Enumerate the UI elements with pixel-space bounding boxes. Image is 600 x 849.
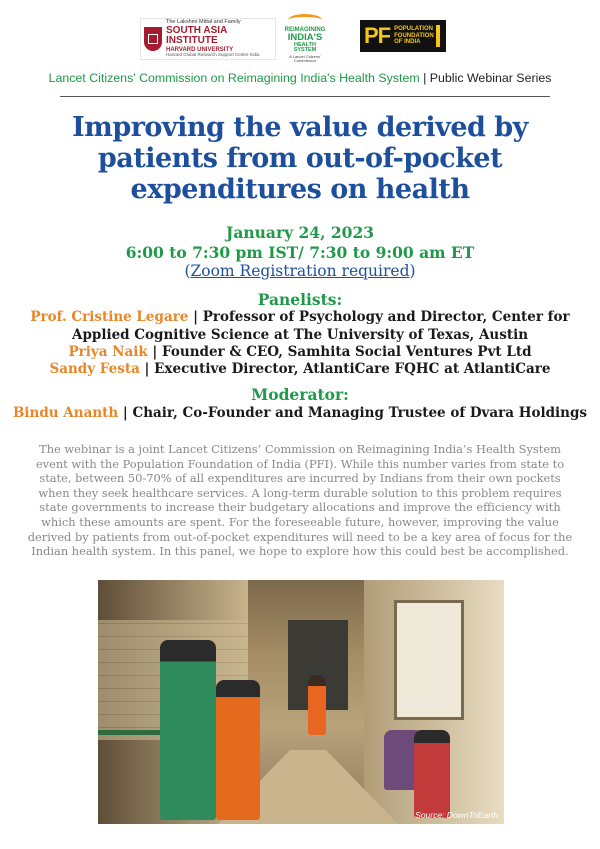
pfi-words: POPULATION FOUNDATION OF INDIA <box>394 26 434 46</box>
panelist-3 <box>0 361 600 379</box>
photo-person <box>216 680 260 820</box>
population-foundation-of-india-logo <box>360 20 446 52</box>
photo-person <box>414 730 450 818</box>
series-separator: | <box>419 71 430 85</box>
panelist-role: | Professor of Psychology and Director, Center for Applied Cognitive Science at The University of Texas, Austin <box>71 309 570 343</box>
sai-line1: The Lakshmi Mittal and Family <box>166 19 241 26</box>
zoom-registration-link[interactable]: Zoom Registration required <box>190 262 410 280</box>
panelist-role: | Executive Director, AtlantiCare FQHC at AtlantiCare <box>139 361 551 377</box>
panelist-name: Sandy Festa <box>49 361 140 377</box>
pfi-bar-icon <box>436 25 440 47</box>
reg-close-paren: ) <box>409 262 416 280</box>
hospital-corridor-photo <box>98 580 504 824</box>
rih-line1: REIMAGINING <box>284 27 326 33</box>
event-datetime <box>0 223 600 263</box>
logo-bar <box>0 14 600 64</box>
rih-line3: HEALTH SYSTEM <box>293 41 317 53</box>
event-time: 6:00 to 7:30 pm IST/ 7:30 to 9:00 am ET <box>125 243 475 262</box>
panelist-role: | Founder & CEO, Samhita Social Ventures Pvt Ltd <box>147 344 532 360</box>
registration-line <box>0 261 600 281</box>
moderator-heading: Moderator: <box>251 385 349 404</box>
sai-line3: HARVARD UNIVERSITY <box>166 46 234 53</box>
panelist-name: Prof. Cristine Legare <box>30 309 189 325</box>
rih-line4: A Lancet Citizens' Commission <box>289 53 321 63</box>
photo-person <box>160 640 216 820</box>
webinar-title: Improving the value derived by patients from out-of-pocket expenditures on health <box>72 112 528 205</box>
panelists-heading: Panelists: <box>257 290 343 309</box>
series-type: Public Webinar Series <box>429 71 552 85</box>
divider <box>60 96 550 97</box>
rih-line2: INDIA'S <box>287 32 323 43</box>
photo-window <box>394 600 464 720</box>
pfi-mark: PF <box>364 23 391 48</box>
moderator-name: Bindu Ananth <box>12 405 119 421</box>
photo-person <box>308 675 326 735</box>
series-line <box>0 71 600 85</box>
sai-line4: Harvard Global Research Support Centre India <box>166 52 260 58</box>
commission-name: Lancet Citizens' Commission on Reimagining India's Health System <box>48 71 420 85</box>
reg-open-paren: ( <box>184 262 191 280</box>
moderator <box>0 405 600 423</box>
panelist-name: Priya Naik <box>68 344 148 360</box>
harvard-south-asia-institute-logo <box>140 18 276 60</box>
sai-line2: SOUTH ASIA INSTITUTE <box>166 24 227 47</box>
reimagining-indias-health-system-logo <box>282 14 328 64</box>
event-date: January 24, 2023 <box>225 223 375 242</box>
panelist-1 <box>0 309 600 344</box>
panelist-2 <box>0 344 600 362</box>
harvard-shield-icon <box>144 27 162 51</box>
moderator-role: | Chair, Co-Founder and Managing Trustee of Dvara Holdings <box>118 405 588 421</box>
photo-credit: Source: DownToEarth <box>415 810 498 820</box>
arc-icon <box>288 14 322 26</box>
webinar-description: The webinar is a joint Lancet Citizens’ Commission on Reimagining India’s Health System event with the Population Foundation of India (PFI). While this number varies from state to state, between 50-70% of all expenditures are incurred by Indians from their own pockets when they seek healthcare services. A long-term durable solution to this problem requires state governments to increase their budgetary allocations and improve the efficiency with which these amounts are spent. For the foreseeable future, however, improving the value derived by patients from out-of-pocket expenditures will need to be a key area of focus for the Indian health system. In this panel, we hope to explore how this could best be accomplished. <box>27 442 573 559</box>
